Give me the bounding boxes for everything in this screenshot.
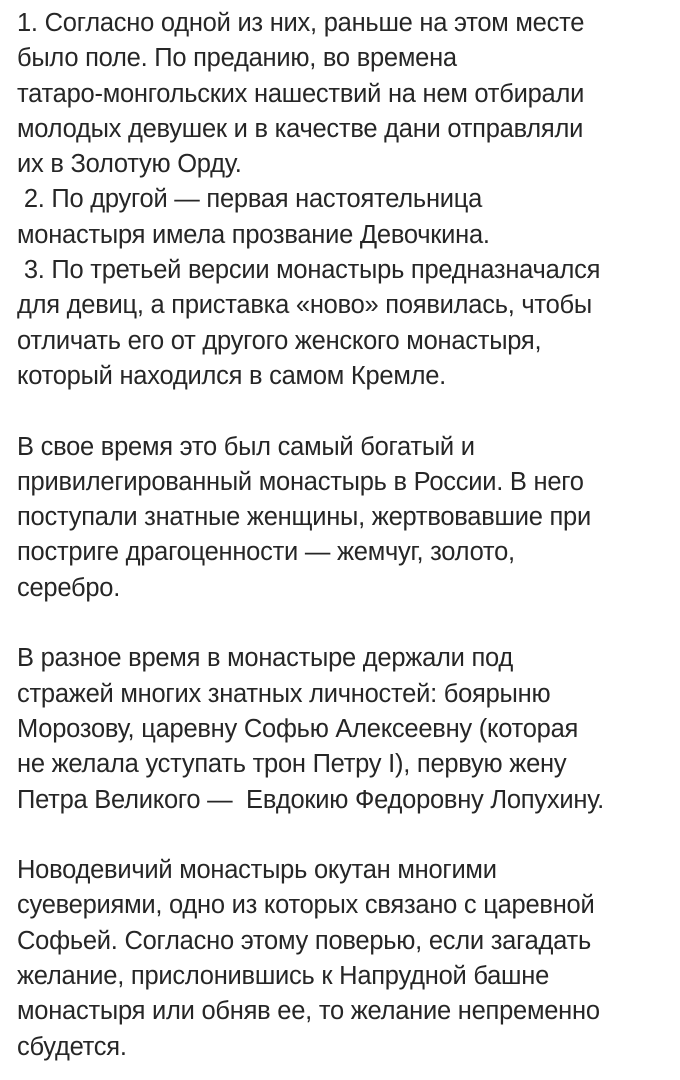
text-line: было поле. По преданию, во времена xyxy=(17,44,457,73)
text-line: сбудется. xyxy=(17,1032,127,1061)
paragraph-wealth xyxy=(17,430,666,606)
paragraph-spacer xyxy=(17,818,666,853)
text-line: 3. По третьей версии монастырь предназначался xyxy=(17,256,601,285)
text-line: Новодевичий монастырь окутан многими xyxy=(17,856,497,885)
text-line: отличать его от другого женского монастыря, xyxy=(17,326,542,355)
text-line: молодых девушек и в качестве дани отправляли xyxy=(17,114,584,143)
text-line: Софьей. Согласно этому поверью, если загадать xyxy=(17,926,591,955)
text-line: не желала уступать трон Петру I), первую жену xyxy=(17,750,567,779)
text-line: желание, прислонившись к Напрудной башне xyxy=(17,962,549,991)
text-line: Морозову, царевну Софью Алексеевну (которая xyxy=(17,714,579,743)
text-line: Петра Великого — Евдокию Федоровну Лопухину. xyxy=(17,785,604,814)
text-line: монастыря или обняв ее, то желание непременно xyxy=(17,997,600,1026)
text-line: стражей многих знатных личностей: боярыню xyxy=(17,679,551,708)
text-line: 2. По другой — первая настоятельница xyxy=(17,185,483,214)
paragraph-prisoners xyxy=(17,641,666,817)
text-line: их в Золотую Орду. xyxy=(17,150,242,179)
text-line: который находился в самом Кремле. xyxy=(17,361,447,390)
text-line: привилегированный монастырь в России. В него xyxy=(17,467,584,496)
paragraph-spacer xyxy=(17,606,666,641)
paragraph-spacer xyxy=(17,394,666,429)
paragraph-versions xyxy=(17,6,666,394)
text-line: В свое время это был самый богатый и xyxy=(17,432,475,461)
text-line: серебро. xyxy=(17,573,121,602)
paragraph-superstitions xyxy=(17,853,666,1065)
text-line: татаро-монгольских нашествий на нем отбирали xyxy=(17,79,585,108)
text-line: монастыря имела прозвание Девочкина. xyxy=(17,220,490,249)
text-line: суевериями, одно из которых связано с царевной xyxy=(17,891,595,920)
text-line: для девиц, а приставка «ново» появилась, чтобы xyxy=(17,291,592,320)
text-line: поступали знатные женщины, жертвовавшие при xyxy=(17,503,591,532)
text-line: 1. Согласно одной из них, раньше на этом месте xyxy=(17,9,585,37)
text-line: постриге драгоценности — жемчуг, золото, xyxy=(17,538,515,567)
text-line: В разное время в монастыре держали под xyxy=(17,644,514,673)
